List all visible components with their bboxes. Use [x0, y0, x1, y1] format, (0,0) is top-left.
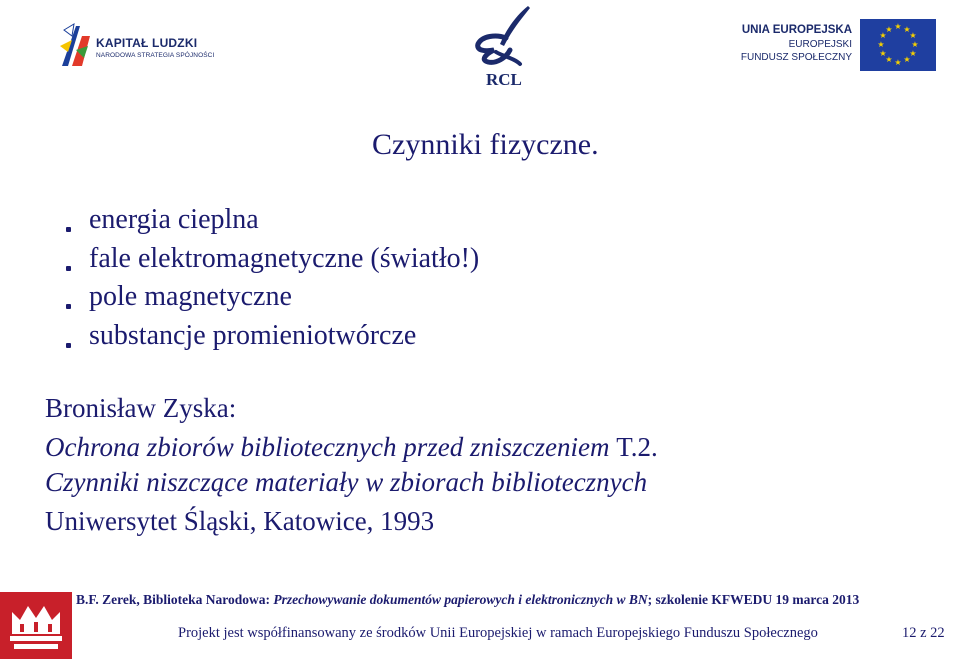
logo-left-line2: NARODOWA STRATEGIA SPÓJNOŚCI [96, 52, 215, 59]
bullet-text: fale elektromagnetyczne (światło!) [89, 242, 480, 274]
svg-text:★: ★ [903, 55, 911, 64]
rcl-logo [470, 4, 540, 94]
kapital-ludzki-logo [58, 22, 215, 70]
reference-volume: T.2. [616, 432, 658, 462]
svg-text:★: ★ [885, 25, 893, 34]
bullet-text: energia cieplna [89, 204, 259, 235]
footer-credit-event: ; szkolenie KFWEDU 19 marca 2013 [647, 592, 860, 607]
slide-title: Czynniki fizyczne. [372, 128, 599, 161]
svg-text:★: ★ [877, 40, 885, 49]
logo-left-line1: KAPITAŁ LUDZKI [96, 36, 198, 50]
bullet-icon [66, 343, 71, 348]
logo-right-line2: EUROPEJSKI [788, 39, 852, 50]
list-item [60, 278, 479, 317]
kapital-ludzki-emblem-icon [58, 22, 94, 68]
eu-logo [740, 17, 940, 73]
logo-right-line3: FUNDUSZ SPOŁECZNY [740, 52, 852, 63]
list-item [60, 201, 479, 240]
bullet-text: pole magnetyczne [89, 281, 292, 312]
svg-text:★: ★ [894, 58, 902, 67]
svg-text:★: ★ [879, 31, 887, 40]
svg-text:★: ★ [903, 25, 911, 34]
svg-text:★: ★ [894, 22, 902, 31]
footer-credit-title: Przechowywanie dokumentów papierowych i elektronicznych w BN [273, 592, 648, 607]
reference-title: Ochrona zbiorów bibliotecznych przed zniszczeniem [45, 432, 610, 462]
bullet-icon [66, 266, 71, 271]
footer-credit-author: B.F. Zerek, Biblioteka Narodowa: [76, 592, 271, 607]
list-item [60, 317, 479, 356]
logo-center-text: RCL [486, 70, 522, 89]
svg-text:★: ★ [879, 49, 887, 58]
svg-text:★: ★ [909, 49, 917, 58]
bullet-icon [66, 227, 71, 232]
svg-text:★: ★ [909, 31, 917, 40]
biblioteka-narodowa-logo [0, 592, 72, 659]
footer-project-note: Projekt jest współfinansowany ze środków Unii Europejskiej w ramach Europejskiego Funduszu Społecznego [178, 625, 818, 641]
crown-icon [0, 592, 72, 659]
quill-icon [470, 4, 540, 70]
bullet-icon [66, 304, 71, 309]
reference-subtitle: Czynniki niszczące materiały w zbiorach bibliotecznych [45, 467, 648, 497]
bullet-list [60, 201, 479, 355]
reference-title-line [45, 432, 658, 463]
bullet-text: substancje promieniotwórcze [89, 319, 417, 351]
svg-text:★: ★ [885, 55, 893, 64]
eu-flag-icon [860, 19, 936, 71]
page-number: 12 z 22 [902, 625, 945, 641]
svg-text:★: ★ [911, 40, 919, 49]
reference-publisher: Uniwersytet Śląski, Katowice, 1993 [45, 506, 435, 536]
list-item [60, 240, 479, 279]
logo-right-line1: UNIA EUROPEJSKA [741, 24, 852, 36]
reference-author: Bronisław Zyska: [45, 393, 237, 423]
footer-credit [76, 592, 859, 608]
